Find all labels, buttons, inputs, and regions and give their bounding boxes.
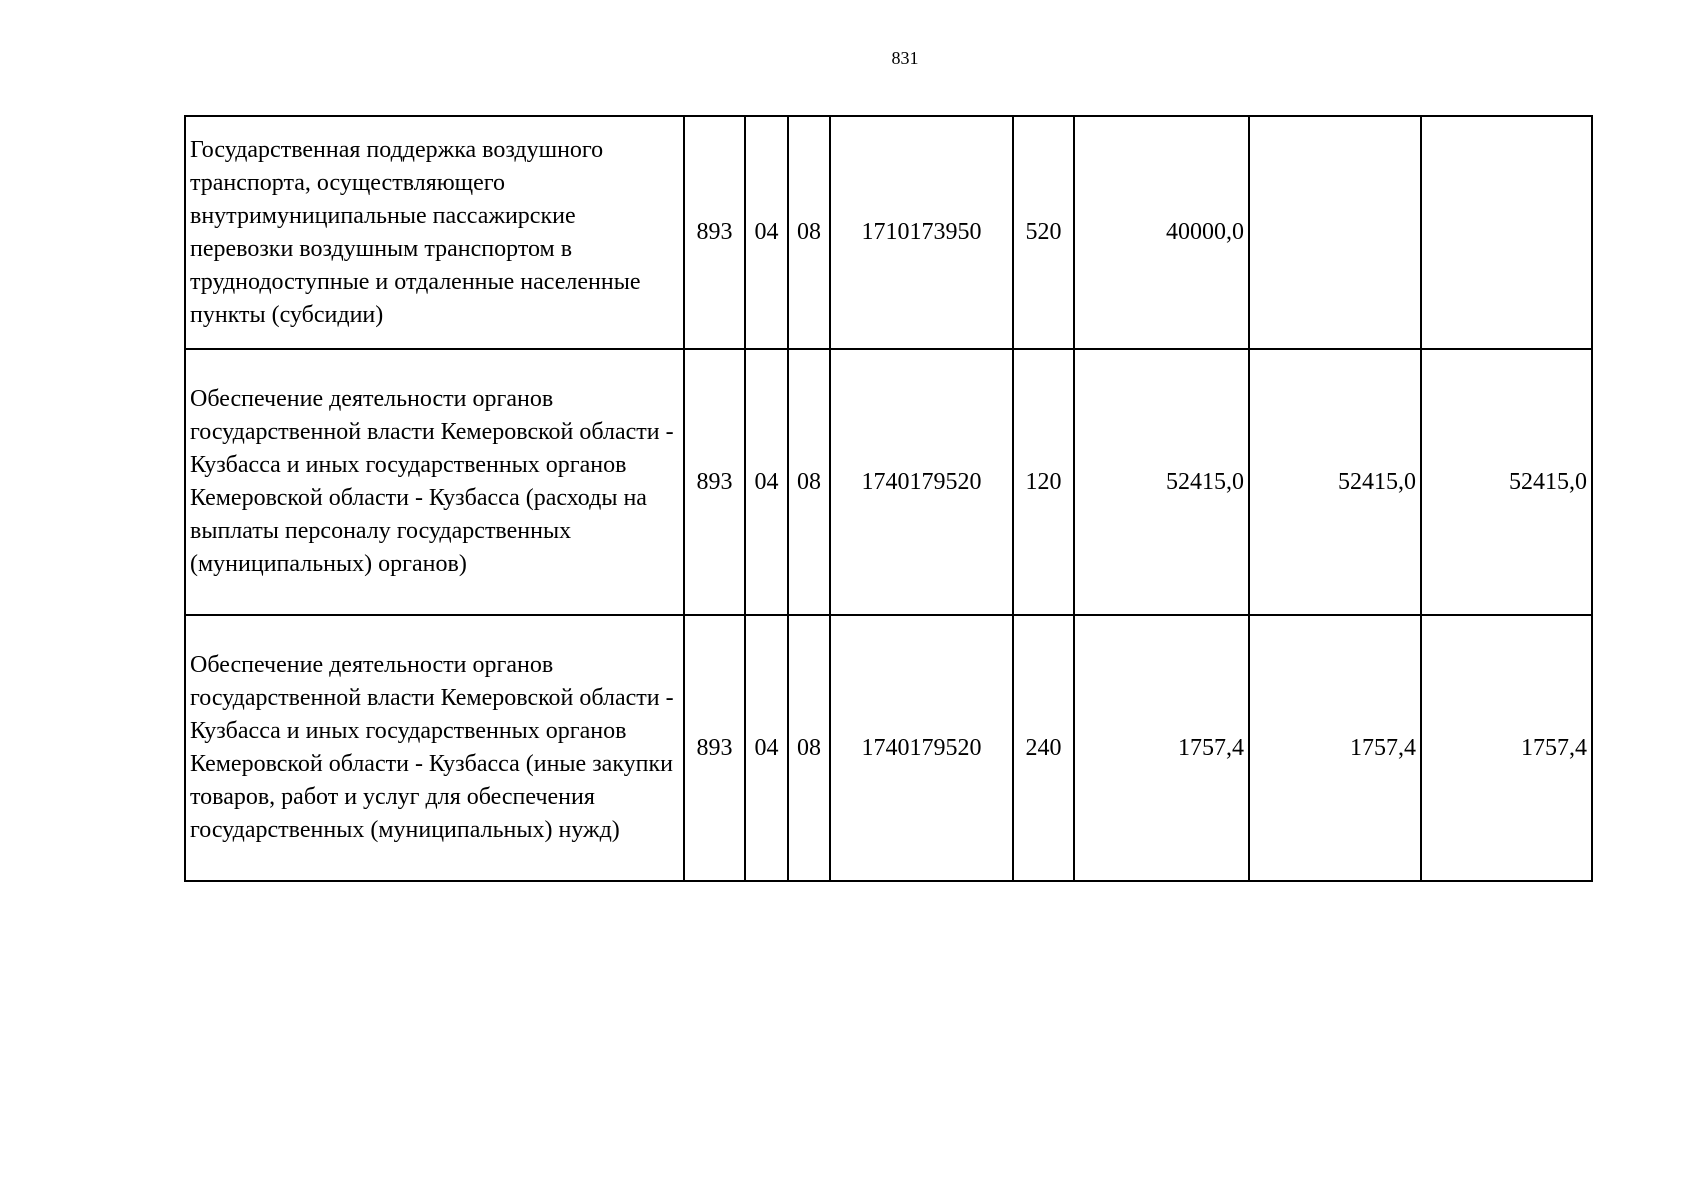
- table-row: [185, 349, 1592, 615]
- amount-3: 1757,4: [1421, 615, 1592, 881]
- amount-1: 52415,0: [1074, 349, 1249, 615]
- section-code: 04: [745, 349, 788, 615]
- table-row: [185, 615, 1592, 881]
- row-description: Обеспечение деятельности органов государственной власти Кемеровской области - Кузбасса и иных государственных органов Кемеровской области - Кузбасса (расходы на выплаты персоналу государственных (муниципальных) органов): [185, 349, 684, 615]
- amount-2: [1249, 116, 1421, 349]
- table-row: [185, 116, 1592, 349]
- ministry-code: 893: [684, 349, 745, 615]
- amount-1: 40000,0: [1074, 116, 1249, 349]
- amount-3: 52415,0: [1421, 349, 1592, 615]
- section-code: 04: [745, 116, 788, 349]
- expense-type-code: 240: [1013, 615, 1074, 881]
- subsection-code: 08: [788, 116, 830, 349]
- ministry-code: 893: [684, 615, 745, 881]
- amount-3: [1421, 116, 1592, 349]
- expense-type-code: 520: [1013, 116, 1074, 349]
- ministry-code: 893: [684, 116, 745, 349]
- target-article-code: 1710173950: [830, 116, 1013, 349]
- amount-2: 1757,4: [1249, 615, 1421, 881]
- amount-1: 1757,4: [1074, 615, 1249, 881]
- row-description: Государственная поддержка воздушного транспорта, осуществляющего внутримуниципальные пассажирские перевозки воздушным транспортом в труднодоступные и отдаленные населенные пункты (субсидии): [185, 116, 684, 349]
- target-article-code: 1740179520: [830, 349, 1013, 615]
- amount-2: 52415,0: [1249, 349, 1421, 615]
- budget-table: [184, 115, 1593, 882]
- subsection-code: 08: [788, 349, 830, 615]
- subsection-code: 08: [788, 615, 830, 881]
- section-code: 04: [745, 615, 788, 881]
- expense-type-code: 120: [1013, 349, 1074, 615]
- target-article-code: 1740179520: [830, 615, 1013, 881]
- page-number: 831: [891, 48, 919, 68]
- row-description: Обеспечение деятельности органов государственной власти Кемеровской области - Кузбасса и иных государственных органов Кемеровской области - Кузбасса (иные закупки товаров, работ и услуг для обеспечения государственных (муниципальных) нужд): [185, 615, 684, 881]
